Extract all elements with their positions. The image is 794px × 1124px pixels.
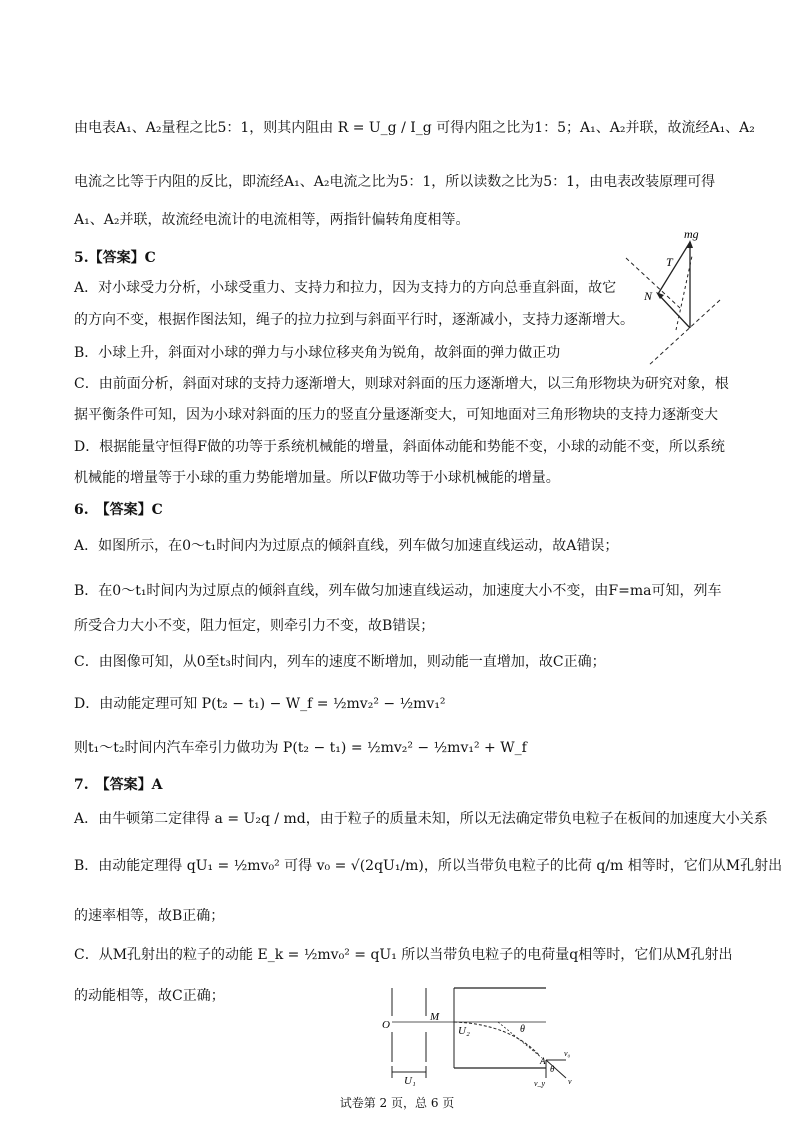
v0-label: v₀	[564, 1049, 571, 1058]
text-line-5a: A．对小球受力分析，小球受重力、支持力和拉力，因为支持力的方向总垂直斜面，故它	[74, 280, 617, 296]
page-footer: 试卷第 2 页，总 6 页	[339, 1096, 455, 1110]
v-label: v	[568, 1077, 572, 1086]
answer-7-heading: 7. 【答案】A	[74, 777, 163, 793]
text-line-7e: 的动能相等，故C正确；	[74, 988, 225, 1004]
gravity-arrowhead	[687, 240, 693, 248]
text-line-7b: B．由动能定理得 qU₁ = ½mv₀² 可得 v₀ = √(2qU₁/m)，所以当带负电粒子的比荷 q/m 相等时，它们从M孔射出	[74, 858, 783, 874]
text-line-5g: 机械能的增量等于小球的重力势能增加量。所以F做功等于小球机械能的增量。	[74, 470, 560, 486]
text-line-5e: 据平衡条件可知，因为小球对斜面的压力的竖直分量逐渐变大，可知地面对三角形物块的支持力逐渐变大	[74, 407, 718, 423]
text-line-6a: A．如图所示，在0～t₁时间内为过原点的倾斜直线，列车做匀加速直线运动，故A错误；	[74, 538, 619, 554]
text-line-5f: D．根据能量守恒得F做的功等于系统机械能的增量，斜面体动能和势能不变，小球的动能不变，所以系统	[74, 439, 725, 455]
U1-label: U₁	[404, 1075, 416, 1087]
answer-6-heading: 6. 【答案】C	[74, 502, 163, 518]
v-vector	[546, 1060, 566, 1078]
text-line-5b: 的方向不变，根据作图法知，绳子的拉力拉到与斜面平行时，逐渐减小，支持力逐渐增大。	[74, 312, 634, 328]
mg-label: mg	[684, 227, 699, 241]
deflection-diagram	[380, 980, 580, 1088]
text-line-6f: 则t₁～t₂时间内汽车牵引力做功为 P(t₂ − t₁) = ½mv₂² − ½mv₁² + W_f	[74, 740, 527, 756]
N-label: N	[644, 289, 653, 303]
text-line-7c: 的速率相等，故B正确；	[74, 908, 225, 924]
normal-force-vector	[658, 294, 690, 328]
text-line-5c: B．小球上升，斜面对小球的弹力与小球位移夹角为锐角，故斜面的弹力做正功	[74, 345, 561, 361]
theta-label-1: θ	[520, 1024, 525, 1035]
text-line-2: 电流之比等于内阻的反比，即流经A₁、A₂电流之比为5：1，所以读数之比为5：1，由电表改装原理可得	[74, 174, 716, 190]
U2-label: U₂	[458, 1025, 470, 1037]
text-line-6c: 所受合力大小不变，阻力恒定，则牵引力不变，故B错误；	[74, 618, 435, 634]
text-line-7d: C．从M孔射出的粒子的动能 E_k = ½mv₀² = qU₁ 所以当带负电粒子的电荷量q相等时，它们从M孔射出	[74, 947, 733, 963]
vy-label: v_y	[534, 1079, 546, 1088]
T-label: T	[666, 255, 673, 269]
text-line-5d: C．由前面分析，斜面对球的支持力逐渐增大，则球对斜面的压力逐渐增大，以三角形物块为研究对象，根	[74, 376, 729, 392]
normal-arrowhead	[656, 292, 664, 299]
incline-line-lower	[648, 300, 720, 366]
text-line-6e: D．由动能定理可知 P(t₂ − t₁) − W_f = ½mv₂² − ½mv₁²	[74, 696, 446, 712]
A-label: A	[540, 1056, 546, 1066]
answer-5-heading: 5.【答案】C	[74, 250, 156, 266]
text-line-6b: B．在0～t₁时间内为过原点的倾斜直线，列车做匀加速直线运动，加速度大小不变，由F=ma可知，列车	[74, 583, 722, 599]
M-label: M	[430, 1011, 440, 1023]
theta-label-2: θ	[550, 1064, 555, 1074]
force-diagram	[618, 226, 728, 371]
text-line-1: 由电表A₁、A₂量程之比5：1，则其内阻由 R = U_g / I_g 可得内阻之比为1：5；A₁、A₂并联，故流经A₁、A₂	[74, 120, 755, 136]
O-label: O	[382, 1019, 390, 1031]
text-line-7a: A．由牛顿第二定律得 a = U₂q / md，由于粒子的质量未知，所以无法确定带负电粒子在板间的加速度大小关系	[74, 811, 768, 827]
text-line-6d: C．由图像可知，从0至t₃时间内，列车的速度不断增加，则动能一直增加，故C正确；	[74, 654, 606, 670]
text-line-3: A₁、A₂并联，故流经电流计的电流相等，两指针偏转角度相等。	[74, 212, 470, 228]
